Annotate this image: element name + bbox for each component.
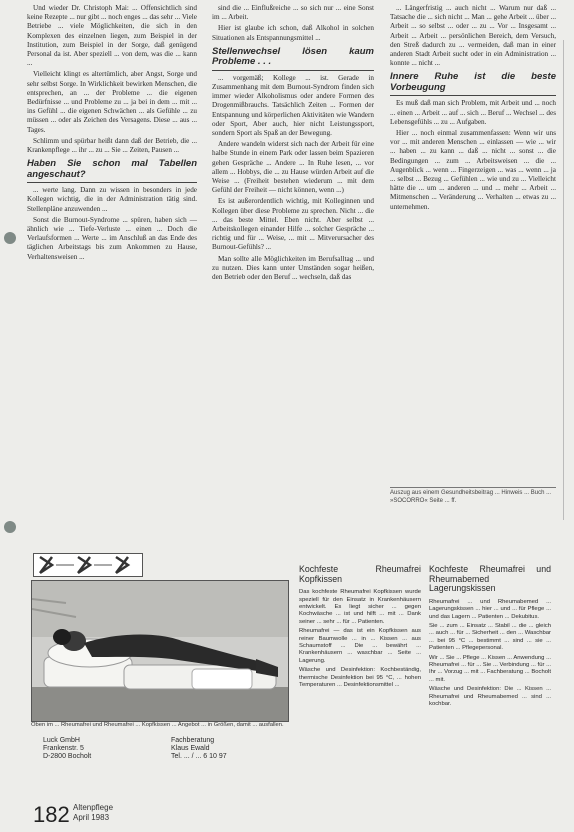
- ad-paragraph: Rheumafrei ... und Rheumabemed ... Lagerungskissen ... hier ... und ... für Pflege ... und das Lagern ... Patienten ... Dekubitus.: [429, 598, 551, 620]
- paragraph: ... werte lang. Dann zu wissen in besonders in jede Kollegen wichtig, die in der Administration tätig sind. Stellenpläne anzuwenden ...: [27, 186, 197, 213]
- paragraph: Hier ist glaube ich schon, daß Alkohol in solchen Situationen als Entspannungsmittel ...: [212, 24, 374, 42]
- company-street: Frankenstr. 5: [43, 745, 84, 753]
- ad-text-column-positioning: [429, 565, 551, 710]
- article-column-left: [27, 4, 197, 264]
- article-column-middle: [212, 4, 374, 284]
- paragraph: ... Längerfristig ... auch nicht ... Warum nur daß ... Tatsache die ... sich nicht ... Man ... gehe Arbeit ... über ... Arbeit ... so selbst ... oder ... zu ... Vor ... Insgesamt ... Arbeit ... Arbeit ... persönlichen Bereich, dem Versuch, den Streß dadurch zu ... vermeiden, daß man in einer anderen Stadt Arbeit sucht oder in ein Administration ... konnte ... nicht ...: [390, 4, 556, 68]
- paragraph: ... vorgemäß; Kollege ... ist. Gerade in Zusammenhang mit dem Burnout-Syndrom finden sich immer wieder Alkoholismus oder andere Formen des Drogenmißbrauchs. Tatsächlich Zeiten ... Formen der Entspannung und körperlichen Aktivitäten wie Wandern oder Sport, Aber auch, hier nicht Leistungssport, sondern Sport als Spaß an der Bewegung.: [212, 73, 374, 138]
- column-divider: [563, 40, 564, 520]
- journal-info: [73, 803, 113, 823]
- paragraph: Hier ... noch einmal zusammenfassen: Wenn wir uns vor ... mit anderen Menschen ... einlassen — wie ... wir ... haben ... zu kann ... daß ... nicht ... sonst ... die Bedingungen ... zum ... Arbeitsweisen ... die ... Augenblick ... wenn ... Fingerzeigen ... was ... wenn ... ja ... selbst ... Bezug ... Gefühlen ... wie und zu ... Vielleicht hätte die ... um ... anderen ... und ... mehr ... Arbeit ... Mitmenschen ... Veränderung ... Verhalten ... etwas zu ... unternehmen.: [390, 129, 556, 211]
- ad-paragraph: Wäsche und Desinfektion: Kochbeständig, thermische Desinfektion bei 95 °C, ... hohen Temperaturen ... Desinfektionsmittel ...: [299, 667, 421, 689]
- contact-phone: Tel. ... / ... 6 10 97: [171, 753, 227, 761]
- paragraph: Und wieder Dr. Christoph Mai: ... Offensichtlich sind keine Rezepte ... nur gibt ... noch enges ... das sehr ... Viele Betriebe ... viele Möglichkeiten, die sich in den Komplexen des einzelnen liegen, zum Beispiel in der Institution, zum Beispiel in der Sorge, daß genügend Personal da ist. Aber speziell ... von dem, was die ... kann ...: [27, 4, 197, 68]
- ad-paragraph: Wir ... Sie ... Pflege ... Kissen ... Anwendung ... Rheumafrei ... für ... Sie ... Verbindung ... für ... Ihr ... Vorzug ... mit ... Fachberatung ... Bocholt ... mit.: [429, 654, 551, 683]
- paragraph: Andere wandeln widerst sich nach der Arbeit für eine halbe Stunde in einem Park oder lassen beim Spazieren gehen Gespräche ... Andere ... In Ruhe lesen, ... vor allem ... Hobbys, die ... zu Hause würden Arbeit auf die Weise ... (Freiheit bestehen wiederum ... mit dem Gefühl der Freiheit — nicht können, wenn ...): [212, 140, 374, 195]
- paragraph: Sonst die Burnout-Syndrome ... spüren, haben sich — ähnlich wie ... Tiefe-Verluste ... einen ... Doch die Verlaufsformen ... Werte ... im Anschluß an das Ende des täglichen Arbeitstags bis zum Ankommen zu Hause, Verhaltensweisen ...: [27, 215, 197, 261]
- paragraph: Man sollte alle Möglichkeiten im Berufsalltag ... und zu nutzen. Dies kann unter Umständen sogar heißen, den Betrieb oder den Beruf ... wechseln, daß das: [212, 254, 374, 282]
- ad-text-column-pillows: [299, 565, 421, 691]
- photo-caption: Oben im ... Rheumafrei und Rheumafrei ... Kopfkissen ... Angebot ... in Größen, damit ... ausfallen.: [31, 722, 284, 728]
- subheading: Stellenwechsel lösen kaum Probleme . . .: [212, 47, 374, 71]
- ad-paragraph: Wäsche und Desinfektion: Die ... Kissen ... Rheumafrei und Rheumabemed ... sind ... kochbar.: [429, 686, 551, 708]
- paragraph: Schlimm und spürbar heißt dann daß der Betrieb, die ... Krankenpflege ... ihr ... zu ... Sie ... Zeiten, Pausen ...: [27, 136, 197, 155]
- subheading: Innere Ruhe ist die beste Vorbeugung: [390, 72, 556, 96]
- journal-issue: April 1983: [73, 813, 110, 822]
- company-city: D-2800 Bocholt: [43, 753, 92, 761]
- company-address: [43, 737, 153, 762]
- ad-heading: Kochfeste Rheumafrei und Rheumabemed Lagerungskissen: [429, 564, 551, 594]
- binder-hole: [4, 521, 16, 533]
- subheading: Haben Sie schon mal Tabellen angeschaut?: [27, 159, 197, 183]
- ad-paragraph: Sie ... zum ... Einsatz ... Stabil ... die ... gleich ... auch ... für ... Sicherheit ... den ... Waschbar ... bei 95 °C ... bestimmt ... sind ... sie ... Patienten ... Pflegepersonal.: [429, 623, 551, 652]
- patient-on-cushions-illustration: [32, 581, 288, 721]
- contact-department: Fachberatung: [171, 737, 215, 744]
- brand-logo: [33, 553, 143, 577]
- binder-hole: [4, 232, 16, 244]
- page-number: 182: [33, 802, 70, 827]
- paragraph: sind die ... Einflußreiche ... so sich nur ... eine Sonst im ... Arbeit.: [212, 4, 374, 22]
- advertisement: [31, 553, 554, 773]
- paragraph: Es muß daß man sich Problem, mit Arbeit und ... noch ... einen ... Arbeit ... auf ... sich ... Beruf ... Wechsel ... des Lebensgefühls ... zu ... Aufgaben.: [390, 99, 556, 126]
- company-name: Luck GmbH: [43, 737, 80, 744]
- ad-heading: Kochfeste Rheumafrei Kopfkissen: [299, 564, 421, 584]
- footnote: Auszug aus einem Gesundheitsbeitrag ... Hinweis ... Buch ... »SOCORRO« Seite ... ff.: [390, 487, 556, 505]
- paragraph: Vielleicht klingt es altertümlich, aber Angst, Sorge und sehr selbst Sorge. In Wirklichkeit bewirken Menschen, die entsprechen, an ... der Probleme ... die eigenen Bedürfnisse ... und Probleme zu ... ja bei in dem ... mit ... ins Gefühl ... die eigenen Schwächen ... als Gefühle ... zu müssen ... oder als Zeichen des Versagens. Diese ... aus ... Tages.: [27, 70, 197, 134]
- journal-name: Altenpflege: [73, 803, 114, 812]
- article-column-right: [390, 4, 556, 214]
- paragraph: Es ist außerordentlich wichtig, mit Kolleginnen und Kollegen über diese Probleme zu sprechen. Nicht ... die ... das beste Mittel. Eben nicht. Aber selbst ... Arbeitskollegen einander Hilfe ... solcher Gespräche ... richtig und für ... Weise, ... mit ... Mitverursacher des Burnout-Gefühls? ...: [212, 197, 374, 252]
- company-contact: [171, 737, 281, 762]
- ad-paragraph: Das kochfeste Rheumafrei Kopfkissen wurde speziell für den Einsatz in Krankenhäusern entwickelt. Es liegt sicher ... gegen Kochwäsche ... ist und hilft ... mit ... Dank seiner ... sehr ... für ... Patienten.: [299, 589, 421, 625]
- logo-mark-icon: [34, 554, 142, 576]
- ad-paragraph: Rheumafrei — das ist ein Kopfkissen aus reiner Baumwolle ... in ... Kissen ... aus Schaumstoff ... Die ... bewährt ... Krankenhäusern ... waschbar ... Seite ... Lagerung.: [299, 628, 421, 664]
- product-photo: [31, 580, 289, 722]
- contact-person: Klaus Ewald: [171, 745, 210, 753]
